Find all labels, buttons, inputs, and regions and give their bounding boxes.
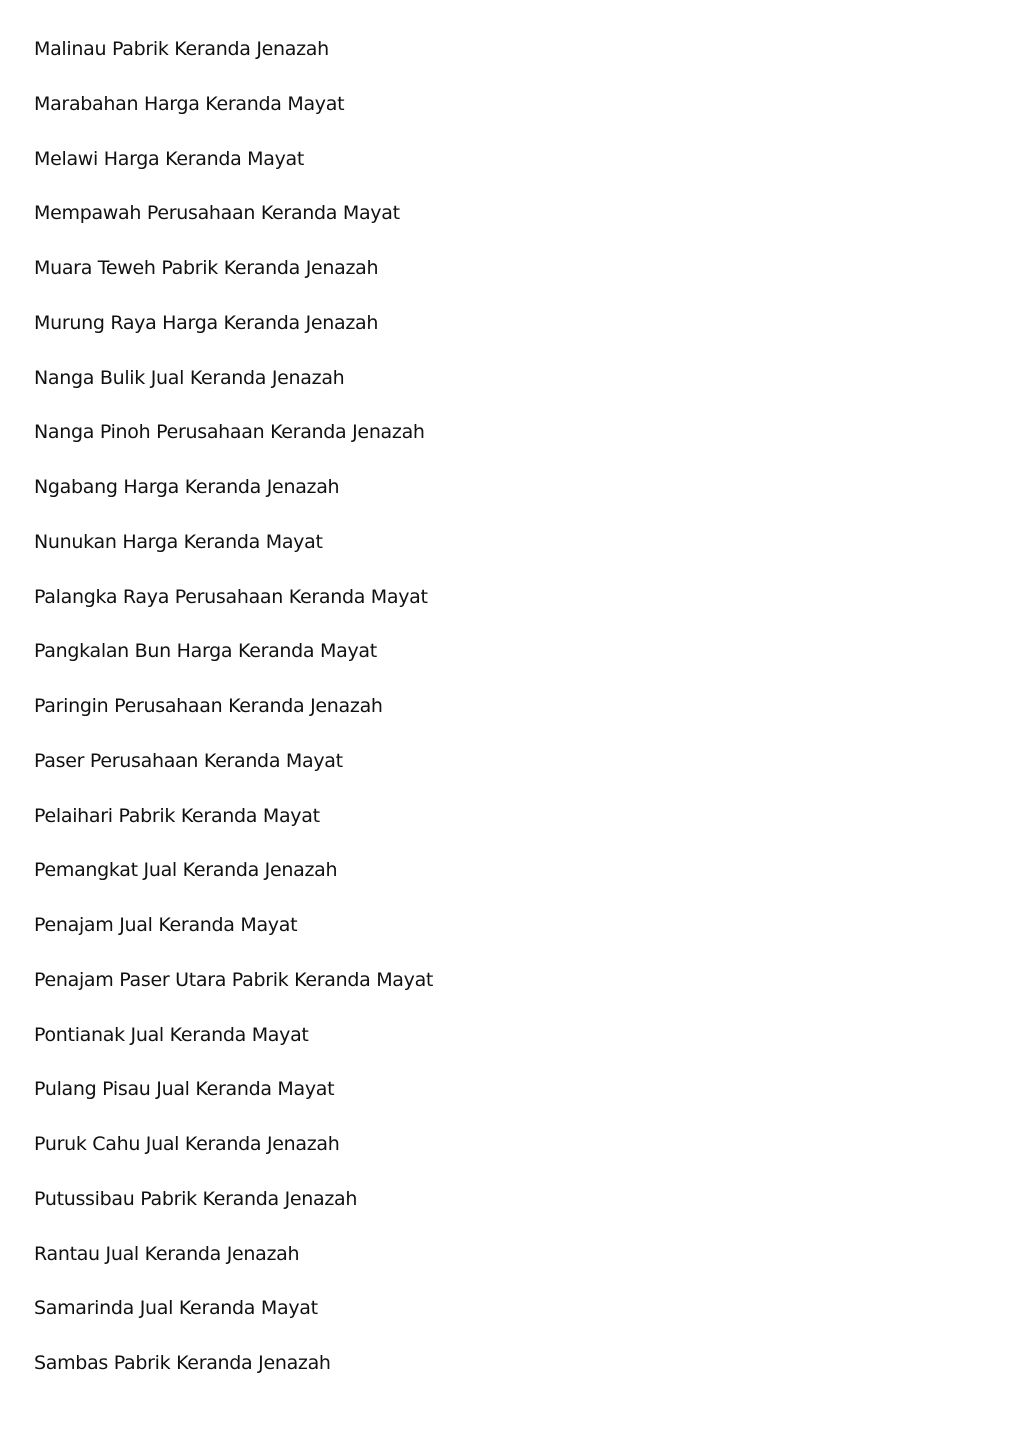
list-item: Rantau Jual Keranda Jenazah bbox=[34, 1242, 300, 1265]
list-item: Puruk Cahu Jual Keranda Jenazah bbox=[34, 1133, 340, 1155]
list-item: Melawi Harga Keranda Mayat bbox=[34, 147, 305, 170]
list-item: Nanga Pinoh Perusahaan Keranda Jenazah bbox=[34, 421, 425, 444]
list-item: Ngabang Harga Keranda Jenazah bbox=[34, 476, 340, 498]
list-item: Palangka Raya Perusahaan Keranda Mayat bbox=[34, 585, 428, 608]
list-item: Putussibau Pabrik Keranda Jenazah bbox=[34, 1187, 358, 1210]
list-item: Penajam Paser Utara Pabrik Keranda Mayat bbox=[34, 968, 434, 991]
list-item: Murung Raya Harga Keranda Jenazah bbox=[34, 311, 379, 334]
list-item: Malinau Pabrik Keranda Jenazah bbox=[34, 38, 329, 60]
list-item: Samarinda Jual Keranda Mayat bbox=[34, 1297, 318, 1320]
list-item: Pulang Pisau Jual Keranda Mayat bbox=[34, 1078, 335, 1101]
list-item: Paser Perusahaan Keranda Mayat bbox=[34, 749, 343, 772]
list-item: Paringin Perusahaan Keranda Jenazah bbox=[34, 695, 383, 717]
list-item: Pontianak Jual Keranda Mayat bbox=[34, 1023, 309, 1046]
list-item: Marabahan Harga Keranda Mayat bbox=[34, 92, 345, 115]
list-item: Pangkalan Bun Harga Keranda Mayat bbox=[34, 640, 377, 663]
list-item: Nunukan Harga Keranda Mayat bbox=[34, 530, 323, 553]
list-item: Sambas Pabrik Keranda Jenazah bbox=[34, 1352, 331, 1374]
list-item: Mempawah Perusahaan Keranda Mayat bbox=[34, 202, 400, 225]
list-item: Muara Teweh Pabrik Keranda Jenazah bbox=[34, 257, 379, 279]
list-item: Pemangkat Jual Keranda Jenazah bbox=[34, 859, 338, 882]
location-list bbox=[34, 36, 934, 1405]
list-item: Pelaihari Pabrik Keranda Mayat bbox=[34, 804, 320, 827]
list-item: Penajam Jual Keranda Mayat bbox=[34, 914, 298, 936]
list-item: Nanga Bulik Jual Keranda Jenazah bbox=[34, 366, 345, 389]
